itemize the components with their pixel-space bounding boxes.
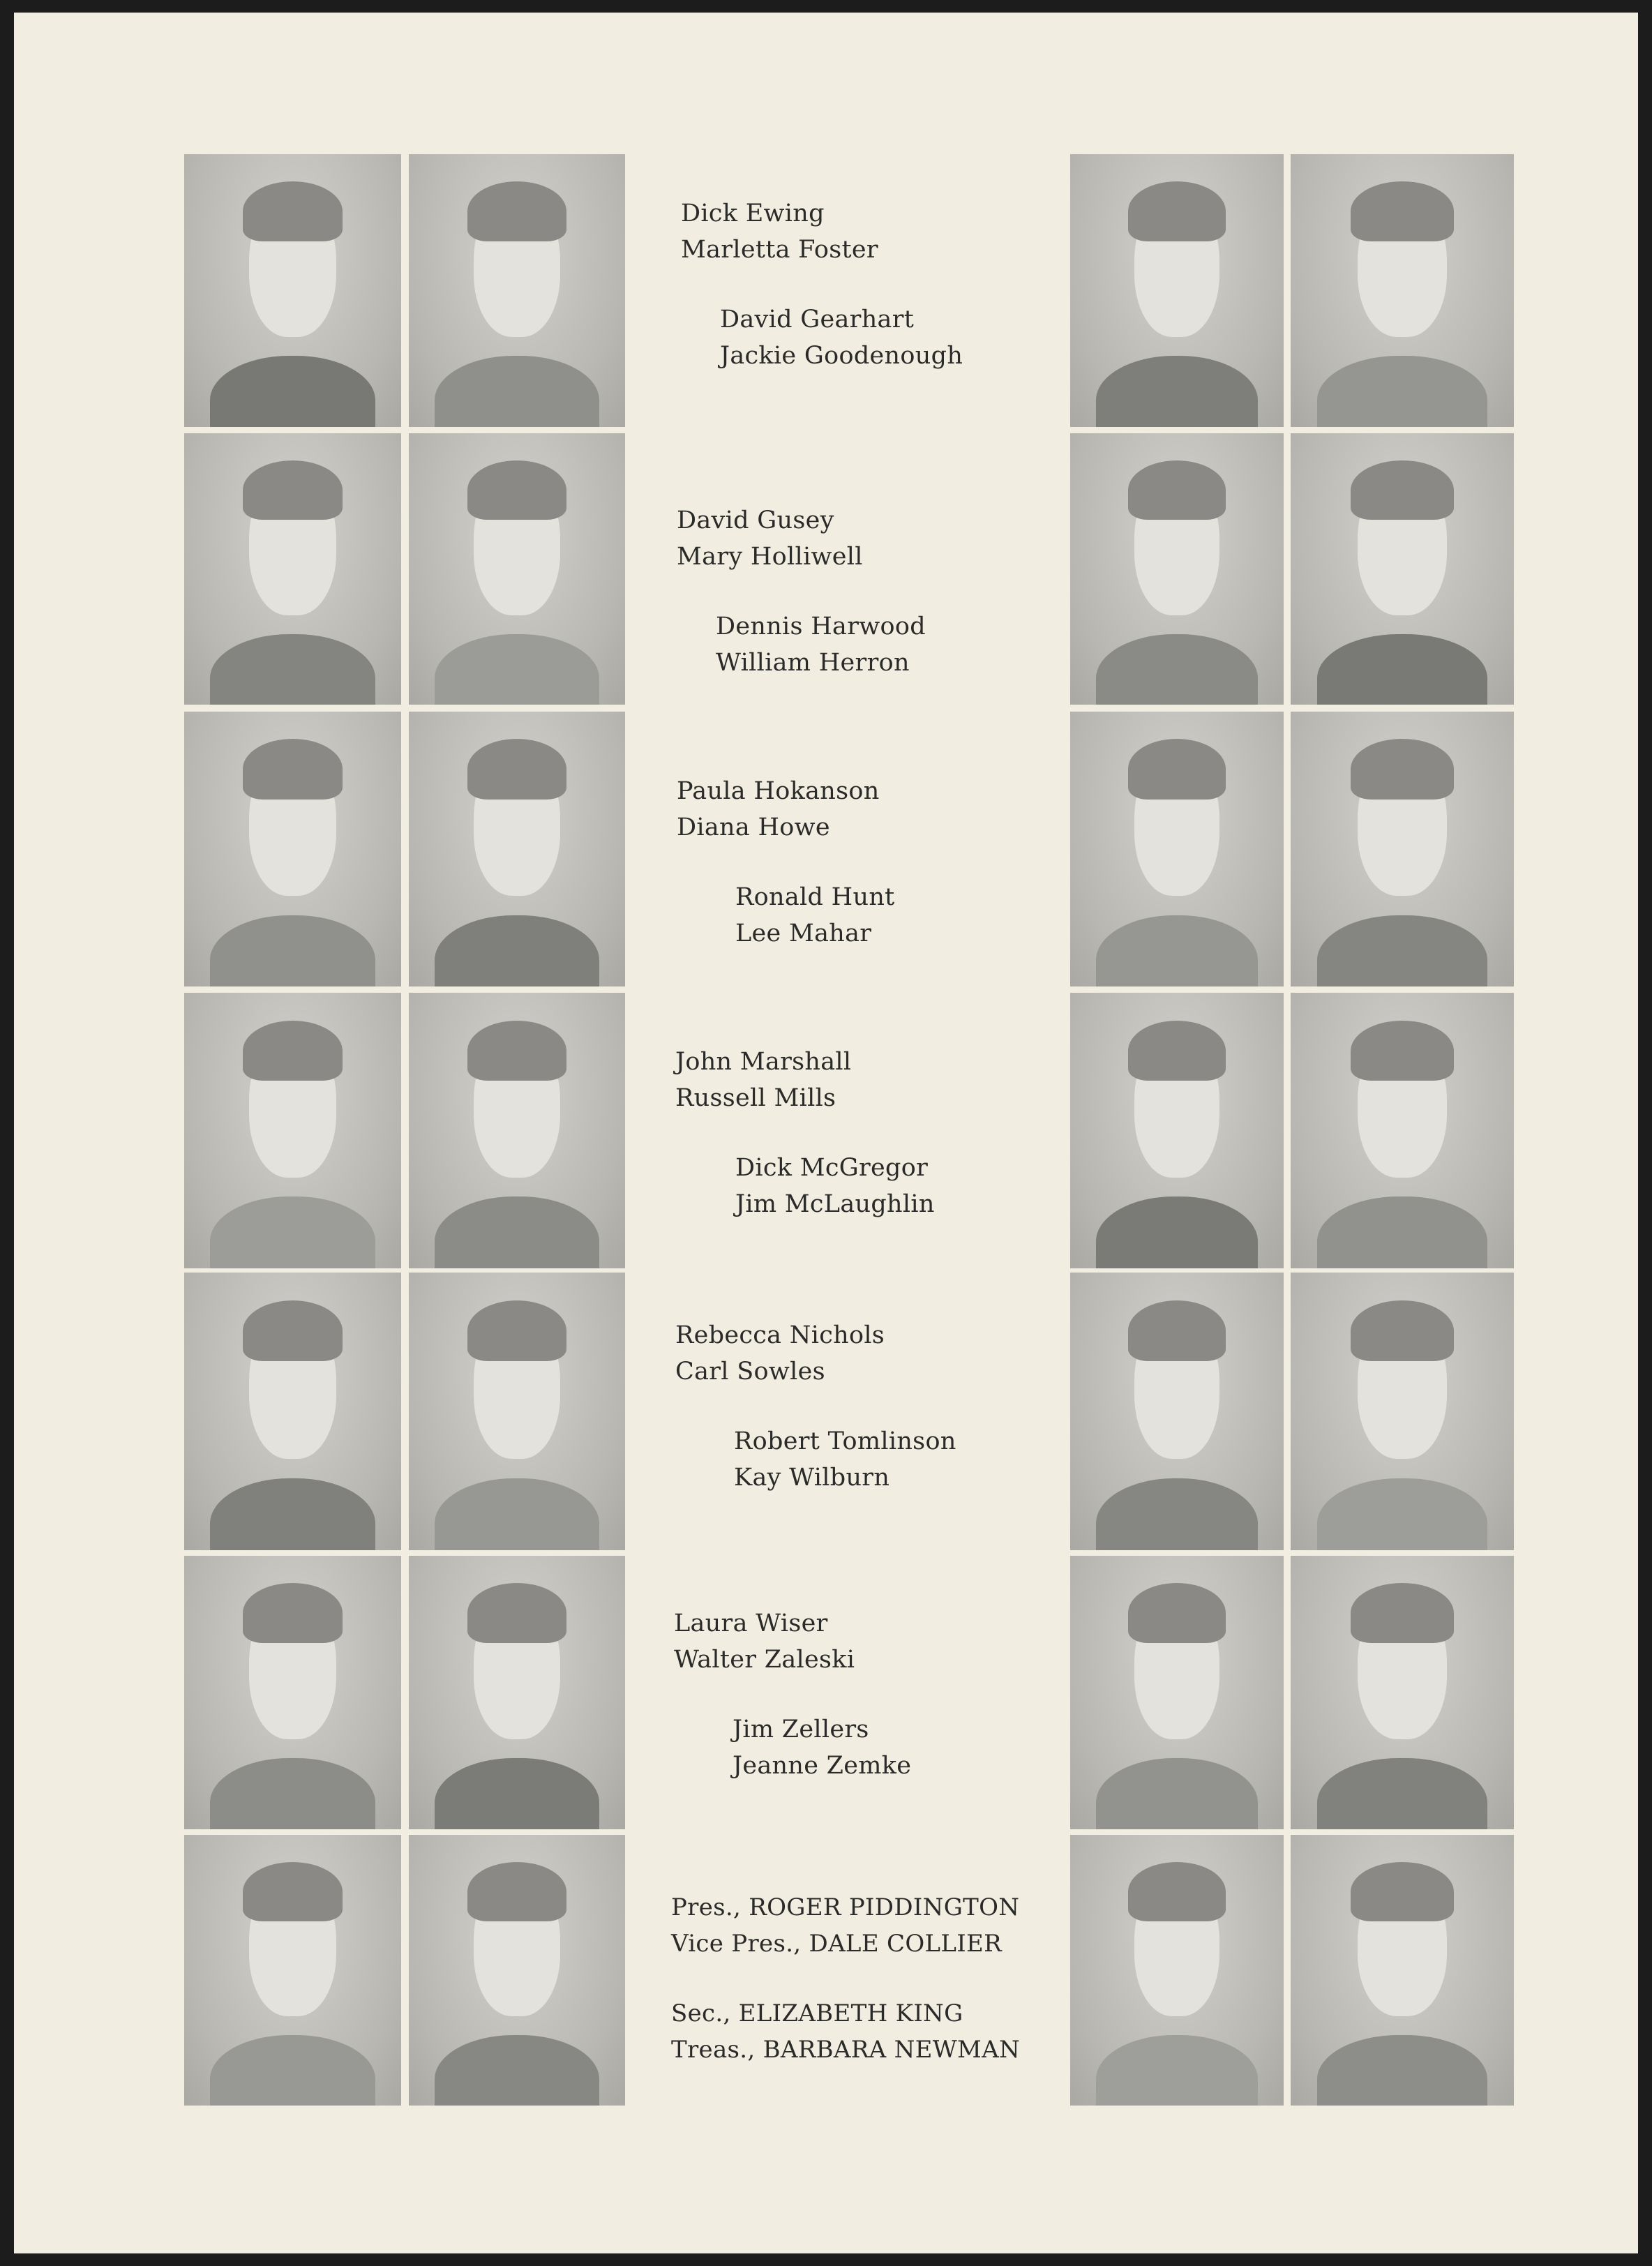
student-portrait [1291,1556,1514,1829]
student-name: Diana Howe [677,813,830,841]
student-name: Kay Wilburn [734,1464,890,1492]
student-name: Laura Wiser [674,1610,828,1637]
student-portrait [409,1835,625,2106]
student-name: Jackie Goodenough [720,342,963,370]
student-name: Jeanne Zemke [733,1752,912,1780]
student-portrait [1291,433,1514,705]
student-portrait [409,154,625,427]
student-portrait [1291,993,1514,1268]
officer-vice-president: Vice Pres., DALE COLLIER [671,1930,1003,1958]
name-block-4 [675,1044,935,1222]
student-portrait [1070,433,1284,705]
student-portrait [1070,154,1284,427]
student-name: Walter Zaleski [674,1646,855,1674]
student-portrait [1070,712,1284,986]
student-portrait [1070,993,1284,1268]
student-name: Robert Tomlinson [734,1427,956,1455]
student-portrait [409,433,625,705]
student-portrait [409,712,625,986]
officer-president: Pres., ROGER PIDDINGTON [671,1893,1020,1921]
student-portrait [184,1556,401,1829]
student-name: Dennis Harwood [716,613,926,640]
student-portrait [1070,1273,1284,1550]
student-portrait [1070,1835,1284,2106]
student-name: William Herron [716,649,910,677]
student-name: John Marshall [675,1048,852,1076]
student-name: Marletta Foster [681,236,878,264]
student-name: Russell Mills [675,1084,836,1112]
student-name: Jim McLaughlin [735,1190,935,1218]
student-name: Ronald Hunt [735,883,895,911]
student-name: Dick Ewing [681,200,825,227]
student-portrait [184,1835,401,2106]
student-portrait [184,712,401,986]
name-block-6 [674,1605,911,1784]
class-officers [671,1889,1020,2068]
student-portrait [184,154,401,427]
student-name: Dick McGregor [735,1154,929,1182]
yearbook-page [14,13,1638,2253]
student-name: David Gearhart [720,306,915,333]
name-block-5 [675,1317,956,1496]
student-portrait [1070,1556,1284,1829]
student-name: Rebecca Nichols [675,1321,885,1349]
student-name: Jim Zellers [733,1716,869,1743]
student-portrait [184,993,401,1268]
student-name: Paula Hokanson [677,777,880,805]
name-block-2 [677,502,926,681]
student-portrait [409,1556,625,1829]
student-portrait [184,433,401,705]
student-portrait [409,1273,625,1550]
name-block-3 [677,773,895,952]
student-name: David Gusey [677,507,834,534]
student-portrait [1291,712,1514,986]
student-portrait [1291,1273,1514,1550]
name-block-1 [681,195,963,374]
student-name: Lee Mahar [735,920,872,947]
student-portrait [1291,154,1514,427]
student-portrait [184,1273,401,1550]
officer-secretary: Sec., ELIZABETH KING [671,1999,963,2027]
officer-treasurer: Treas., BARBARA NEWMAN [671,2036,1021,2064]
student-name: Carl Sowles [675,1358,825,1386]
student-portrait [1291,1835,1514,2106]
student-name: Mary Holliwell [677,543,863,571]
student-portrait [409,993,625,1268]
